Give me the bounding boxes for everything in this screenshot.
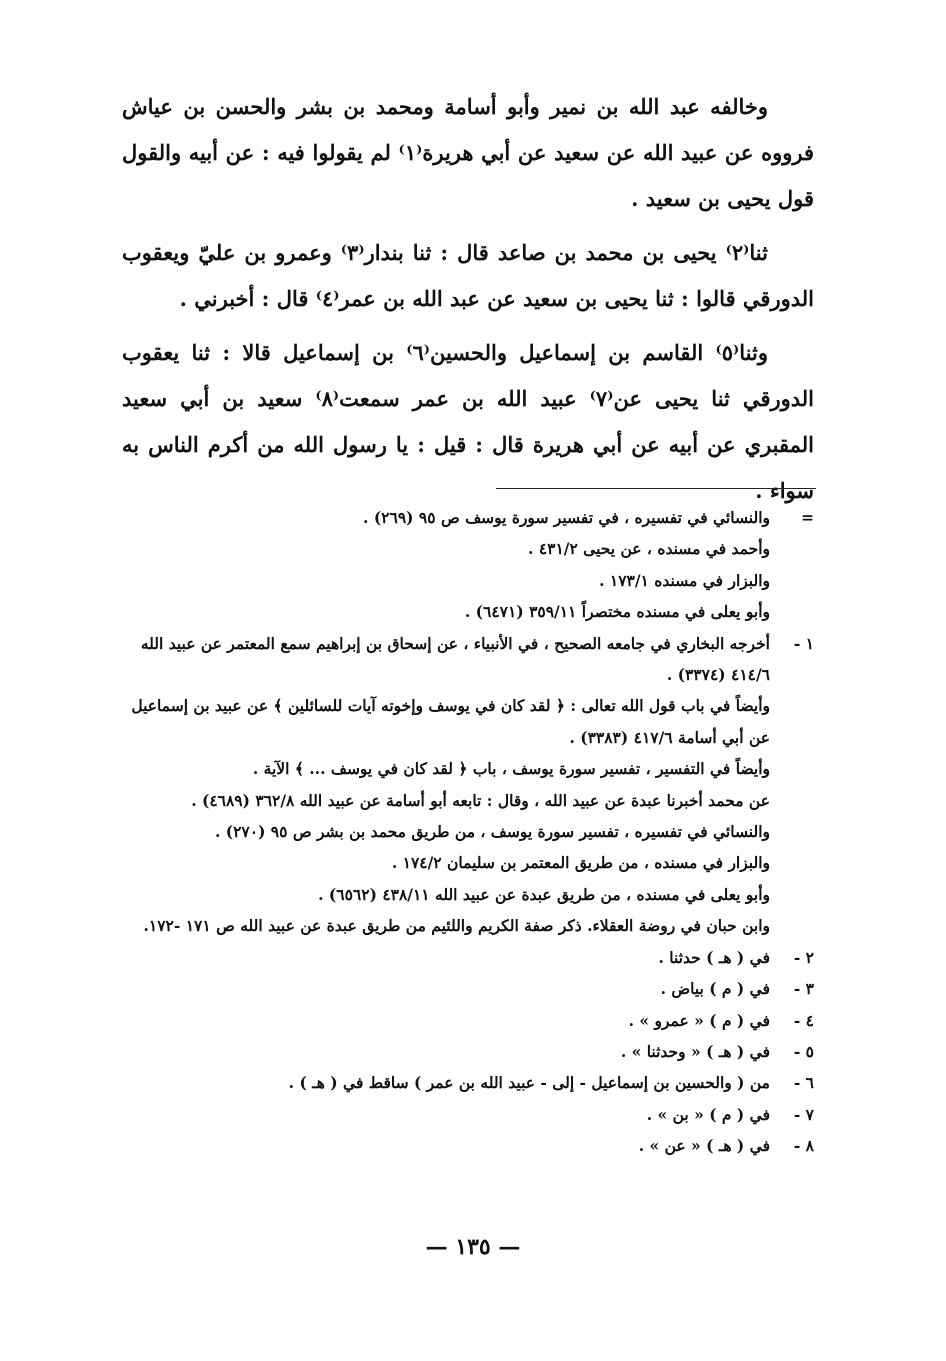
paragraph-2: ثنا⁽٢⁾ يحيى بن محمد بن صاعد قال : ثنا بندار⁽٣⁾ وعمرو بن عليّ ويعقوب الدورقي قالوا : ثنا يحيى بن سعيد عن عبد الله بن عمر⁽٤⁾ قال : أخبرني .	[122, 240, 814, 311]
footnote-line: أخرجه البخاري في جامعه الصحيح ، في الأنبياء ، عن إسحاق بن إبراهيم سمع المعتمر عن عبيد الله	[140, 633, 770, 653]
footnote-line: من ( والحسين بن إسماعيل - إلى - عبيد الله بن عمر ) ساقط في ( هـ ) .	[288, 1073, 770, 1093]
footnote-line: وأحمد في مسنده ، عن يحيى ٤٣١/٢ .	[528, 539, 770, 559]
footnote-line: والبزار في مسنده ١٧٣/١ .	[599, 570, 770, 590]
footnotes	[114, 502, 814, 1162]
footnote-line: عن أبي أسامة ٤١٧/٦ (٣٣٨٣) .	[569, 727, 770, 747]
footnote-number: ٥ -	[793, 1041, 814, 1061]
footnote-line: والنسائي في تفسيره ، في تفسير سورة يوسف ص ٩٥ (٢٦٩) .	[363, 508, 770, 527]
footnote-5	[114, 1036, 814, 1067]
footnote-number: ٤ -	[793, 1010, 814, 1030]
footnote-line: عن محمد أخبرنا عبدة عن عبيد الله ، وقال : تابعه أبو أسامة عن عبيد الله ٣٦٢/٨ (٤٦٨٩) .	[191, 790, 770, 810]
footnote-number: ٧ -	[793, 1104, 814, 1124]
footnote-line: وابن حبان في روضة العقلاء. ذكر صفة الكريم واللئيم من طريق عبدة عن عبيد الله ص ١٧١ -١٧٢.	[143, 916, 770, 936]
paragraph-3: وثنا⁽٥⁾ القاسم بن إسماعيل والحسين⁽٦⁾ بن إسماعيل قالا : ثنا يعقوب الدورقي ثنا يحيى عن⁽٧⁾ عبيد الله بن عمر سمعت⁽٨⁾ سعيد بن أبي سعيد المقبري عن أبيه عن أبي هريرة قال : قيل : يا رسول الله من أكرم الناس به سواء .	[122, 340, 815, 503]
paragraph-1: وخالفه عبد الله بن نمير وأبو أسامة ومحمد بن بشر والحسن بن عياش فرووه عن عبيد الله عن سعيد عن أبي هريرة⁽١⁾ لم يقولوا فيه : عن أبيه والقول قول يحيى بن سعيد .	[122, 94, 814, 211]
footnote-line: في ( هـ ) « وحدثنا » .	[620, 1041, 770, 1061]
footnote-number: ٢ -	[793, 947, 814, 967]
footnote-number: ٨ -	[793, 1136, 814, 1156]
footnote-line: والبزار في مسنده ، من طريق المعتمر بن سليمان ١٧٤/٢ .	[391, 853, 770, 873]
footnote-line: في ( م ) « عمرو » .	[628, 1010, 770, 1030]
footnote-number: ٦ -	[793, 1073, 814, 1093]
footnote-line: في ( هـ ) حدثنا .	[658, 947, 770, 967]
footnote-2	[114, 942, 814, 973]
footnote-number: ٣ -	[793, 979, 814, 999]
footnote-line: والنسائي في تفسيره ، تفسير سورة يوسف ، من طريق محمد بن بشر ص ٩٥ (٢٧٠) .	[214, 822, 770, 842]
footnote-1	[114, 628, 814, 942]
footnote-line: في ( م ) « بن » .	[646, 1104, 770, 1124]
footnote-number: ١ -	[793, 633, 814, 653]
footnote-line: في ( م ) بياض .	[660, 979, 770, 999]
page-number: — ١٣٥ —	[425, 1234, 521, 1260]
footnote-number: =	[801, 508, 814, 527]
footnote-continuation	[114, 502, 814, 628]
footnote-line: ٤١٤/٦ (٣٣٧٤) .	[666, 665, 770, 685]
footnote-4	[114, 1005, 814, 1036]
footnote-line: وأيضاً في التفسير ، تفسير سورة يوسف ، باب ﴿ لقد كان في يوسف ... ﴾ الآية .	[252, 759, 770, 779]
main-text	[122, 84, 814, 522]
footnote-line: وأيضاً في باب قول الله تعالى : ﴿ لقد كان في يوسف وإخوته آيات للسائلين ﴾ عن عبيد بن إسماعيل	[131, 696, 770, 716]
footnote-line: في ( هـ ) « عن » .	[638, 1136, 770, 1156]
footnote-7	[114, 1099, 814, 1130]
footnote-3	[114, 973, 814, 1004]
footnote-line: وأبو يعلى في مسنده مختصراً ٣٥٩/١١ (٦٤٧١) .	[464, 602, 770, 622]
footnote-separator	[496, 488, 816, 489]
footnote-6	[114, 1067, 814, 1098]
footnote-line: وأبو يعلى في مسنده ، من طريق عبدة عن عبيد الله ٤٣٨/١١ (٦٥٦٢) .	[318, 884, 770, 904]
footnote-8	[114, 1130, 814, 1161]
